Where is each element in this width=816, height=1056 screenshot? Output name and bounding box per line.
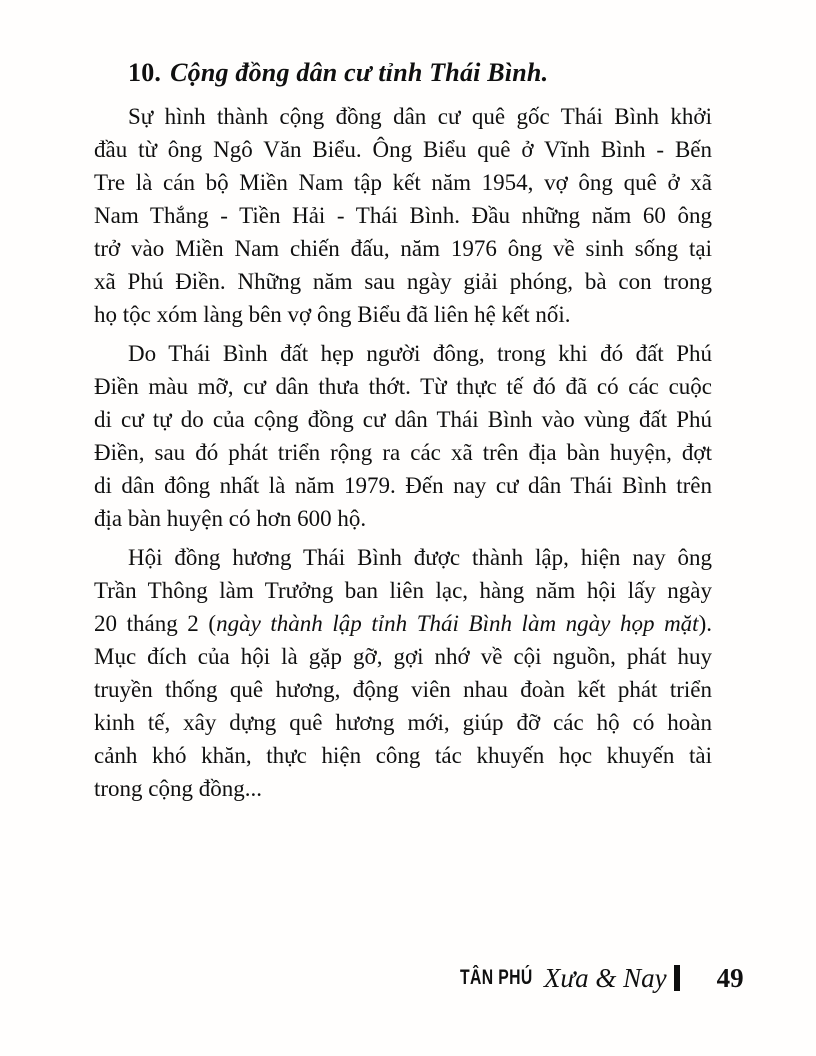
paragraphs	[94, 100, 712, 805]
text-segment: 20 tháng 2 (	[94, 611, 217, 636]
text-segment: xã Phú Điền. Những năm sau ngày giải phóng, bà con trong	[94, 269, 712, 294]
text-line	[94, 100, 712, 133]
text-segment: di dân đông nhất là năm 1979. Đến nay cư dân Thái Bình trên	[94, 473, 712, 498]
text-line	[94, 502, 712, 535]
section-number: 10.	[128, 58, 162, 87]
text-line	[94, 739, 712, 772]
book-title-italic: Xưa & Nay	[543, 962, 667, 993]
text-segment: Mục đích của hội là gặp gỡ, gợi nhớ về cội nguồn, phát huy	[94, 644, 712, 669]
paragraph	[94, 541, 712, 805]
text-line	[94, 607, 712, 640]
text-line	[94, 574, 712, 607]
text-segment: Điền màu mỡ, cư dân thưa thớt. Từ thực tế đó đã có các cuộc	[94, 374, 712, 399]
text-segment: Điền, sau đó phát triển rộng ra các xã trên địa bàn huyện, đợt	[94, 440, 712, 465]
text-segment: Nam Thắng - Tiền Hải - Thái Bình. Đầu những năm 60 ông	[94, 203, 712, 228]
text-line	[94, 166, 712, 199]
text-line	[94, 706, 712, 739]
text-line	[94, 370, 712, 403]
book-title-bold: TÂN PHÚ	[460, 966, 533, 989]
text-line	[94, 298, 712, 331]
text-segment: trong cộng đồng...	[94, 776, 263, 801]
text-segment: họ tộc xóm làng bên vợ ông Biểu đã liên hệ kết nối.	[94, 302, 571, 327]
paragraph	[94, 337, 712, 535]
text-line	[94, 265, 712, 298]
text-line	[94, 403, 712, 436]
text-line	[94, 640, 712, 673]
text-segment: Trần Thông làm Trưởng ban liên lạc, hàng năm hội lấy ngày	[94, 578, 712, 603]
text-segment: đầu từ ông Ngô Văn Biểu. Ông Biểu quê ở Vĩnh Bình - Bến	[94, 137, 712, 162]
page-number: 49	[716, 962, 744, 993]
text-line	[94, 232, 712, 265]
text-segment: cảnh khó khăn, thực hiện công tác khuyến học khuyến tài	[94, 743, 712, 768]
page-footer	[460, 963, 744, 993]
divider-bar	[674, 965, 680, 991]
text-segment: Hội đồng hương Thái Bình được thành lập, hiện nay ông	[128, 545, 712, 570]
text-segment: Sự hình thành cộng đồng dân cư quê gốc Thái Bình khởi	[128, 104, 712, 129]
text-line	[94, 199, 712, 232]
text-line	[94, 469, 712, 502]
text-line	[94, 772, 712, 805]
text-segment: truyền thống quê hương, động viên nhau đoàn kết phát triển	[94, 677, 712, 702]
text-line	[94, 337, 712, 370]
text-line	[94, 673, 712, 706]
text-line	[94, 133, 712, 166]
text-segment: di cư tự do của cộng đồng cư dân Thái Bình vào vùng đất Phú	[94, 407, 712, 432]
text-column	[94, 56, 712, 811]
section-heading	[94, 56, 712, 89]
text-segment: Tre là cán bộ Miền Nam tập kết năm 1954, vợ ông quê ở xã	[94, 170, 712, 195]
text-line	[94, 436, 712, 469]
text-segment: địa bàn huyện có hơn 600 hộ.	[94, 506, 367, 531]
text-segment: ).	[698, 611, 712, 636]
text-line	[94, 541, 712, 574]
text-segment: trở vào Miền Nam chiến đấu, năm 1976 ông về sinh sống tại	[94, 236, 712, 261]
text-segment: kinh tế, xây dựng quê hương mới, giúp đỡ các hộ có hoàn	[94, 710, 712, 735]
section-title: Cộng đồng dân cư tỉnh Thái Bình.	[170, 58, 549, 87]
paragraph	[94, 100, 712, 331]
italic-text-segment: ngày thành lập tỉnh Thái Bình làm ngày họp mặt	[216, 611, 699, 636]
text-segment: Do Thái Bình đất hẹp người đông, trong khi đó đất Phú	[128, 341, 712, 366]
